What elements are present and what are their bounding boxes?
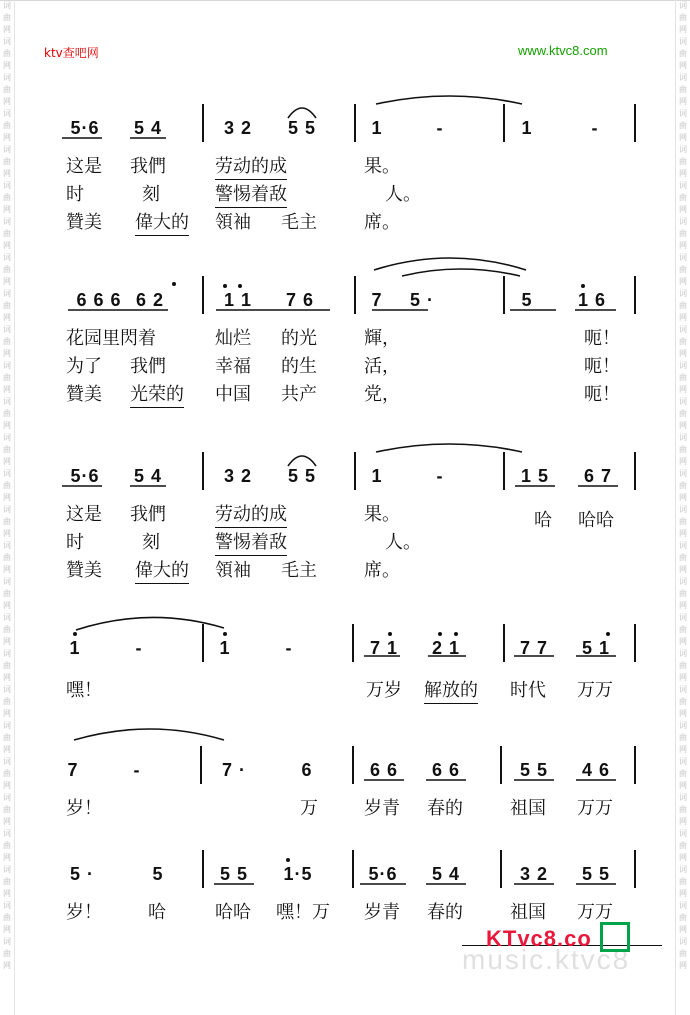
note: 6 7 — [583, 466, 613, 486]
octave-dot — [73, 632, 77, 636]
left-margin-watermark: 词曲网词曲网词曲网词曲网词曲网词曲网词曲网词曲网词曲网词曲网词曲网词曲网词曲网词曲网词曲网词曲网词曲网词曲网词曲网词曲网词曲网词曲网词曲网词曲网词曲网词曲网词曲网 — [0, 0, 15, 1015]
lyric: 劳动的成 — [215, 500, 287, 528]
note: 5·6 — [368, 864, 398, 884]
lyric: 偉大的 — [135, 556, 189, 584]
slur — [74, 729, 224, 740]
lyric: 人。 — [385, 184, 421, 205]
logo-box-icon — [600, 922, 630, 952]
octave-dot — [286, 858, 290, 862]
site-url-right: www.ktvc8.com — [518, 43, 608, 58]
lyric: 刻 — [142, 532, 160, 553]
note: 1 5 — [520, 466, 550, 486]
note: 1 6 — [577, 290, 607, 310]
lyric: 这是 — [66, 504, 102, 525]
lyric: 灿烂 — [215, 328, 251, 349]
lyric: 万万 — [577, 680, 613, 701]
lyric: 贊美 — [66, 384, 102, 405]
footer-watermark: music.ktvc8 — [462, 944, 631, 975]
lyric: 我們 — [130, 504, 166, 525]
lyric: 哈 — [534, 510, 552, 531]
lyric: 哈哈 — [215, 902, 251, 923]
note: - — [436, 466, 444, 486]
note: 5 5 — [287, 466, 317, 486]
note: 7 7 — [519, 638, 549, 658]
lyric: 劳动的成 — [215, 152, 287, 180]
note: 5 4 — [133, 118, 163, 138]
note: 6 6 — [431, 760, 461, 780]
note: 6 6 6 — [76, 290, 122, 310]
lyric: 万 — [300, 798, 318, 819]
note: 5 — [152, 864, 164, 884]
octave-dot — [606, 632, 610, 636]
note: - — [591, 118, 599, 138]
note: 5·6 — [70, 466, 100, 486]
lyric: 毛主 — [281, 212, 317, 233]
lyric: 領袖 — [215, 212, 251, 233]
tie — [288, 456, 316, 466]
lyric: 贊美 — [66, 212, 102, 233]
lyric: 岁！ — [66, 798, 102, 819]
note: 1·5 — [283, 864, 313, 884]
note: 6 6 — [369, 760, 399, 780]
lyric: 領袖 — [215, 560, 251, 581]
octave-dot — [438, 632, 442, 636]
slur — [376, 444, 522, 452]
note: 5 · — [69, 864, 94, 884]
octave-dot — [172, 282, 176, 286]
lyric: 偉大的 — [135, 208, 189, 236]
lyric: 警惕着敌 — [215, 528, 287, 556]
note: 5 5 — [581, 864, 611, 884]
slur — [374, 258, 526, 270]
lyric: 为了 — [66, 356, 102, 377]
footer-logo: KTvc8.co — [486, 926, 592, 951]
lyric: 祖国 — [510, 902, 546, 923]
note: 1 1 — [223, 290, 253, 310]
lyric: 时 — [66, 532, 84, 553]
lyric: 时代 — [510, 680, 546, 701]
lyric: 万万 — [577, 902, 613, 923]
note: 1 — [521, 118, 533, 138]
note: - — [436, 118, 444, 138]
note: 5·6 — [70, 118, 100, 138]
note: 5 — [521, 290, 533, 310]
lyric: 花园里閃着 — [66, 328, 156, 349]
lyric: 共产 — [281, 384, 317, 405]
note: 2 1 — [431, 638, 461, 658]
note: 7 — [67, 760, 79, 780]
lyric: 哈 — [148, 902, 166, 923]
lyric: 嘿！万 — [276, 902, 330, 923]
lyric: 人。 — [385, 532, 421, 553]
slur — [76, 617, 224, 630]
note: 1 — [219, 638, 231, 658]
right-margin-watermark: 词曲网词曲网词曲网词曲网词曲网词曲网词曲网词曲网词曲网词曲网词曲网词曲网词曲网词曲网词曲网词曲网词曲网词曲网词曲网词曲网词曲网词曲网词曲网词曲网词曲网词曲网词曲网 — [675, 0, 690, 1015]
note: 1 — [371, 118, 383, 138]
note: 5 1 — [581, 638, 611, 658]
note: - — [133, 760, 141, 780]
note: 3 2 — [223, 466, 253, 486]
note: 5 5 — [219, 864, 249, 884]
lyric: 果。 — [364, 156, 400, 177]
lyric: 警惕着敌 — [215, 180, 287, 208]
lyric: 这是 — [66, 156, 102, 177]
lyric: 果。 — [364, 504, 400, 525]
lyric: 刻 — [142, 184, 160, 205]
lyric: 解放的 — [424, 676, 478, 704]
lyric: 中国 — [215, 384, 251, 405]
note: 1 — [69, 638, 81, 658]
lyric: 万岁 — [366, 680, 402, 701]
lyric: 的生 — [281, 356, 317, 377]
octave-dot — [581, 284, 585, 288]
lyric: 祖国 — [510, 798, 546, 819]
lyric: 活， — [364, 356, 400, 377]
octave-dot — [388, 632, 392, 636]
lyric: 嘿！ — [66, 680, 102, 701]
site-name-left: ktv查吧网 — [44, 46, 99, 60]
note: 4 6 — [581, 760, 611, 780]
note: 7 · — [221, 760, 246, 780]
note: 7 6 — [285, 290, 315, 310]
note: 5 5 — [287, 118, 317, 138]
note: 5 4 — [133, 466, 163, 486]
slur — [376, 96, 522, 104]
octave-dot — [454, 632, 458, 636]
note: - — [135, 638, 143, 658]
slur — [402, 269, 520, 276]
lyric: 我們 — [130, 156, 166, 177]
lyric: 岁青 — [364, 902, 400, 923]
note: 6 — [301, 760, 313, 780]
lyric: 春的 — [427, 902, 463, 923]
note: 5 5 — [519, 760, 549, 780]
lyric: 呃！ — [584, 328, 620, 349]
lyric: 时 — [66, 184, 84, 205]
note: 7 — [371, 290, 383, 310]
lyric: 春的 — [427, 798, 463, 819]
octave-dot — [238, 284, 242, 288]
note: 5 4 — [431, 864, 461, 884]
lyric: 光荣的 — [130, 380, 184, 408]
tie — [288, 108, 316, 118]
lyric: 幸福 — [215, 356, 251, 377]
lyric: 我們 — [130, 356, 166, 377]
note: 6 2 — [135, 290, 165, 310]
note: 5 · — [409, 290, 434, 310]
note: - — [285, 638, 293, 658]
lyric: 毛主 — [281, 560, 317, 581]
lyric: 席。 — [364, 560, 400, 581]
lyric: 的光 — [281, 328, 317, 349]
note: 1 — [371, 466, 383, 486]
lyric: 岁！ — [66, 902, 102, 923]
octave-dot — [223, 632, 227, 636]
lyric: 哈哈 — [578, 510, 614, 531]
lyric: 党， — [364, 384, 400, 405]
note: 3 2 — [519, 864, 549, 884]
lyric: 岁青 — [364, 798, 400, 819]
note: 3 2 — [223, 118, 253, 138]
lyric: 呃！ — [584, 356, 620, 377]
octave-dot — [223, 284, 227, 288]
lyric: 呃！ — [584, 384, 620, 405]
lyric: 輝， — [364, 328, 400, 349]
lyric: 席。 — [364, 212, 400, 233]
note: 7 1 — [369, 638, 399, 658]
lyric: 万万 — [577, 798, 613, 819]
lyric: 贊美 — [66, 560, 102, 581]
